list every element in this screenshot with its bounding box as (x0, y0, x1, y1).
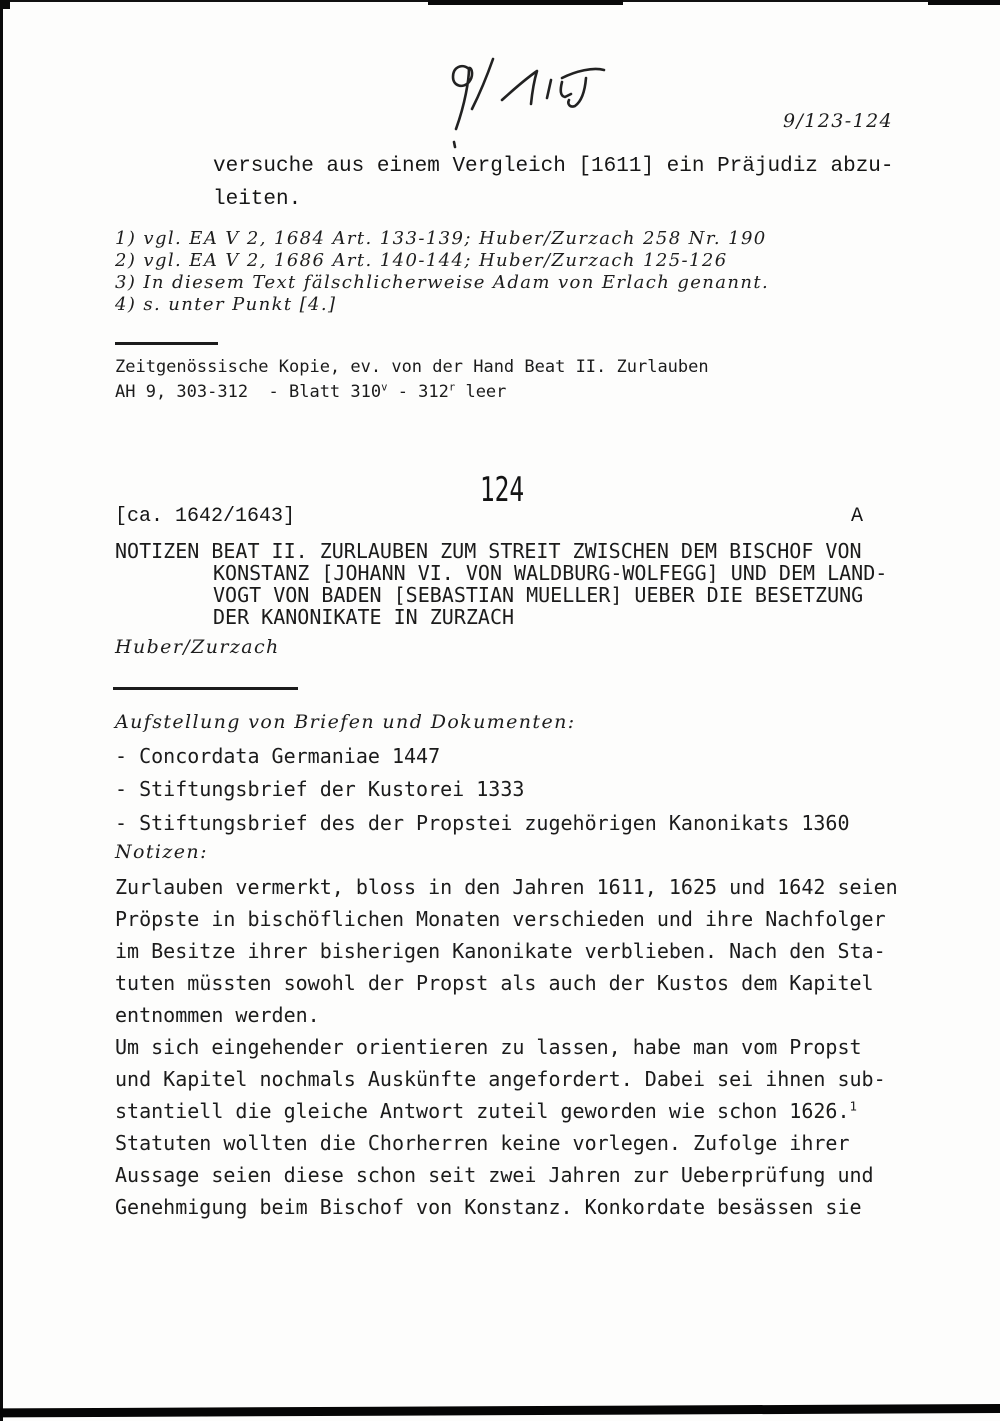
list-item: - Stiftungsbrief der Kustorei 1333 (115, 777, 525, 801)
list-item: - Stiftungsbrief des der Propstei zugehörigen Kanonikats 1360 (115, 811, 850, 835)
body-text-line: Statuten wollten die Chorherren keine vorlegen. Zufolge ihrer (115, 1131, 850, 1155)
entry-copy-letter: A (851, 505, 864, 528)
intro-line: leiten. (213, 188, 302, 211)
footnote-line: 2) vgl. EA V 2, 1686 Art. 140-144; Huber/Zurzach 125-126 (115, 250, 728, 271)
scan-edge-top-segment (428, 0, 623, 5)
folio-superscript: v (381, 381, 388, 394)
body-text: stantiell die gleiche Antwort zuteil geworden wie schon 1626. (115, 1099, 850, 1123)
entry-title-line: DER KANONIKATE IN ZURZACH (213, 605, 515, 629)
body-text-line (115, 1098, 857, 1124)
entry-number: 124 (479, 470, 525, 510)
source-note-line: Zeitgenössische Kopie, ev. von der Hand Beat II. Zurlauben (115, 357, 709, 377)
handwritten-annotation (438, 52, 628, 162)
body-text-line: Um sich eingehender orientieren zu lassen, habe man vom Propst (115, 1035, 862, 1059)
source-note-text: - 312 (387, 382, 449, 402)
footnote-line: 3) In diesem Text fälschlicherweise Adam von Erlach genannt. (115, 272, 770, 293)
body-text-line: und Kapitel nochmals Auskünfte angefordert. Dabei sei ihnen sub- (115, 1067, 886, 1091)
body-text-line: Zurlauben vermerkt, bloss in den Jahren 1611, 1625 und 1642 seien (115, 875, 898, 899)
body-text-line: tuten müssten sowohl der Propst als auch der Kustos dem Kapitel (115, 971, 874, 995)
footnote-line: 4) s. unter Punkt [4.] (115, 294, 337, 315)
scan-edge-left (0, 0, 3, 1421)
notes-heading: Notizen: (115, 841, 208, 863)
source-note-text: leer (455, 382, 507, 402)
footnote-marker-superscript: 1 (849, 1098, 857, 1114)
intro-line: versuche aus einem Vergleich [1611] ein Präjudiz abzu- (213, 155, 894, 178)
entry-title-line: NOTIZEN BEAT II. ZURLAUBEN ZUM STREIT ZWISCHEN DEM BISCHOF VON (115, 539, 862, 563)
body-text-line: im Besitze ihrer bisherigen Kanonikate verblieben. Nach den Sta- (115, 939, 886, 963)
entry-title-line: KONSTANZ [JOHANN VI. VON WALDBURG-WOLFEGG] UND DEM LAND- (213, 561, 888, 585)
folio-superscript: r (448, 381, 456, 394)
list-item: - Concordata Germaniae 1447 (115, 744, 441, 768)
scan-edge-bottom (0, 1404, 1000, 1417)
footnote-line: 1) vgl. EA V 2, 1684 Art. 133-139; Huber/Zurzach 258 Nr. 190 (115, 228, 767, 249)
separator-rule (115, 342, 218, 345)
separator-rule (113, 687, 298, 690)
literature-reference: Huber/Zurzach (115, 636, 280, 658)
source-note-text: AH 9, 303-312 - Blatt 310 (115, 382, 382, 402)
page-reference: 9/123-124 (783, 110, 894, 132)
body-text-line: Genehmigung beim Bischof von Konstanz. Konkordate besässen sie (115, 1195, 862, 1219)
list-heading: Aufstellung von Briefen und Dokumenten: (115, 711, 576, 733)
scan-edge-top-segment (928, 0, 1000, 5)
entry-title-line: VOGT VON BADEN [SEBASTIAN MUELLER] UEBER DIE BESETZUNG (213, 583, 864, 607)
body-text-line: Aussage seien diese schon seit zwei Jahren zur Ueberprüfung und (115, 1163, 874, 1187)
source-note-line (115, 380, 506, 405)
body-text-line: entnommen werden. (115, 1003, 320, 1027)
entry-date: [ca. 1642/1643] (115, 505, 296, 528)
body-text-line: Pröpste in bischöflichen Monaten verschieden und ihre Nachfolger (115, 907, 886, 931)
